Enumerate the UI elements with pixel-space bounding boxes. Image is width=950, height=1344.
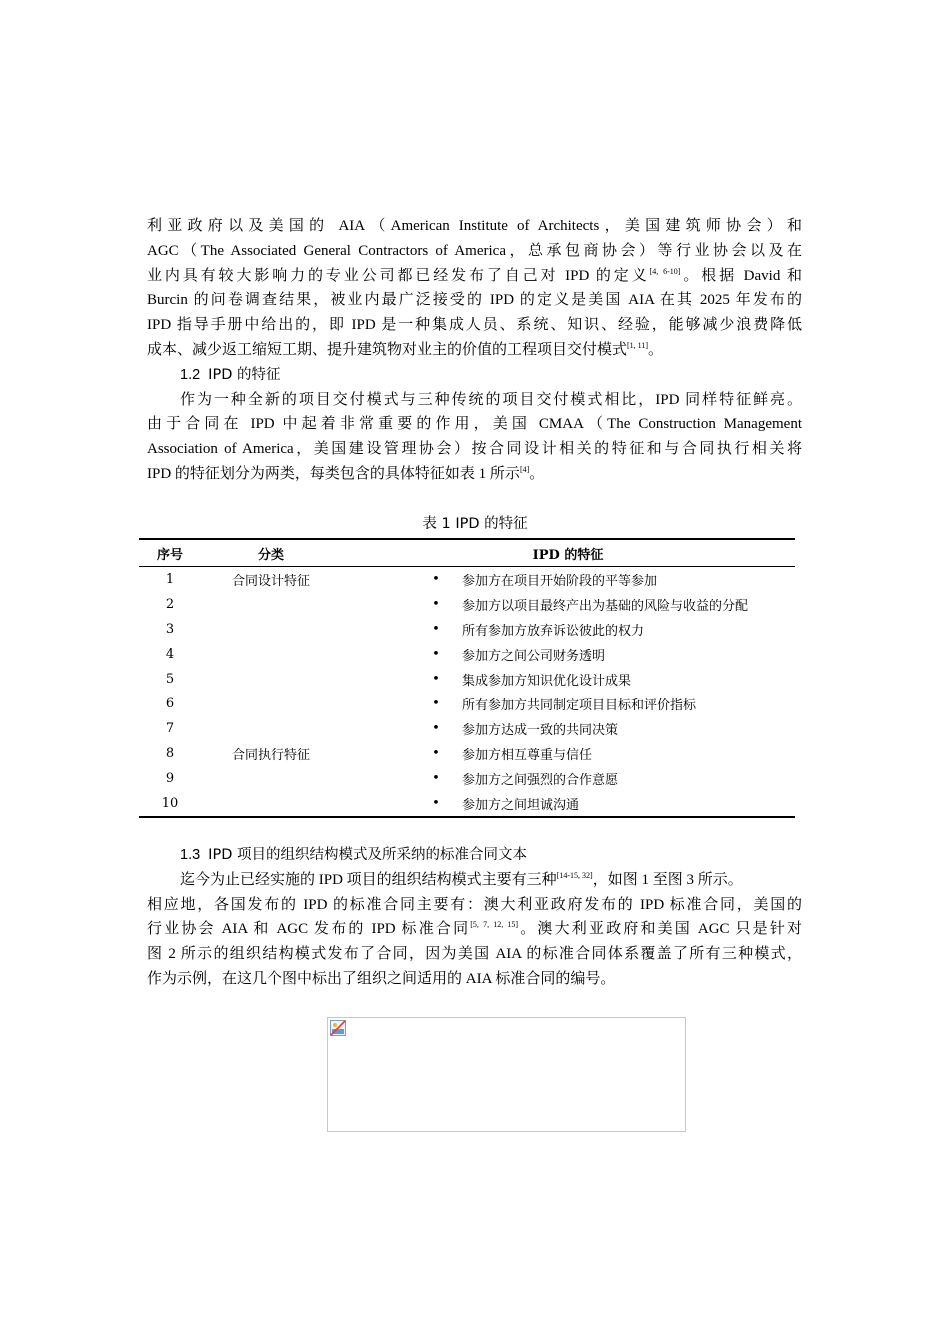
figure-placeholder: [327, 1017, 686, 1132]
intro-line-6: [147, 338, 802, 363]
table-row: [139, 667, 795, 692]
row-bullet: [341, 567, 446, 592]
sec13-line-3: [147, 917, 802, 942]
row-number: 5: [165, 671, 175, 687]
bullet-icon: •: [432, 596, 440, 612]
row-category: [201, 691, 341, 716]
table-caption: 表 1 IPD 的特征: [422, 516, 528, 532]
broken-image-icon: [330, 1020, 346, 1036]
sec13-line-3-text: 行业协会 AIA 和 AGC 发布的 IPD 标准合同: [147, 921, 471, 938]
intro-line-6-tail: 。: [648, 341, 664, 358]
row-number: 1: [165, 571, 175, 587]
row-category: [201, 642, 341, 667]
section-number: 1.2: [180, 366, 201, 383]
sec12-line-4: [147, 462, 802, 487]
row-bullet: [341, 667, 446, 692]
table-row: [139, 716, 795, 741]
sec13-line-4: 图 2 所示的组织结构模式发布了合同，因为美国 AIA 的标准合同体系覆盖了所有三种模式，: [147, 946, 802, 963]
row-category: [201, 766, 341, 791]
citation: [1, 11]: [627, 340, 649, 350]
table-row: [139, 617, 795, 642]
intro-line-3-tail: 。根据 David 和: [680, 267, 802, 284]
row-bullet: [341, 691, 446, 716]
bullet-icon: •: [432, 671, 440, 687]
row-bullet: [341, 642, 446, 667]
row-feature: 所有参加方共同制定项目目标和评价指标: [462, 698, 697, 714]
row-feature: 参加方相互尊重与信任: [462, 748, 593, 764]
row-feature: 参加方达成一致的共同决策: [462, 723, 619, 739]
row-category: [201, 791, 341, 817]
intro-line-1: 利亚政府以及美国的 AIA（American Institute of Architects，美国建筑师协会）和: [147, 218, 802, 234]
header-feature: IPD 的特征: [341, 539, 795, 567]
header-category: 分类: [201, 539, 341, 567]
bullet-icon: •: [432, 721, 440, 737]
row-bullet: [341, 766, 446, 791]
row-category: [201, 592, 341, 617]
sec12-line-4-text: IPD 的特征划分为两类，每类包含的具体特征如表 1 所示: [147, 465, 520, 482]
sec13-line-1-text: 迄今为止已经实施的 IPD 项目的组织结构模式主要有三种: [180, 871, 557, 888]
sec13-line-5: 作为示例，在这几个图中标出了组织之间适用的 AIA 标准合同的编号。: [147, 970, 616, 987]
intro-line-5: IPD 指导手册中给出的，即 IPD 是一种集成人员、系统、知识、经验，能够减少浪费降低: [147, 317, 802, 334]
row-bullet: [341, 791, 446, 817]
sec12-line-1: 作为一种全新的项目交付模式与三种传统的项目交付模式相比，IPD 同样特征鲜亮。: [180, 391, 802, 408]
intro-line-4: Burcin 的问卷调查结果，被业内最广泛接受的 IPD 的定义是美国 AIA 在其 2025 年发布的: [147, 292, 802, 309]
table-header-row: [139, 539, 795, 567]
intro-line-6-text: 成本、减少返工缩短工期、提升建筑物对业主的价值的工程项目交付模式: [147, 341, 628, 358]
row-feature: 所有参加方放弃诉讼彼此的权力: [462, 623, 645, 639]
section-number: 1.3: [180, 847, 201, 863]
row-category: 合同设计特征: [231, 573, 310, 589]
citation: [5, 7, 12, 15]: [470, 920, 519, 930]
row-number: 2: [165, 596, 175, 612]
bullet-icon: •: [432, 646, 440, 662]
row-bullet: [341, 617, 446, 642]
table-row: [139, 766, 795, 791]
section-1-3: [147, 843, 802, 992]
citation: [4]: [519, 464, 530, 474]
ipd-features-table: [139, 538, 795, 818]
bullet-icon: •: [432, 696, 440, 712]
row-category: [201, 667, 341, 692]
header-number: 序号: [139, 539, 201, 567]
row-feature: 集成参加方知识优化设计成果: [462, 673, 632, 689]
table-row: [139, 642, 795, 667]
row-feature: 参加方之间坦诚沟通: [446, 791, 795, 817]
row-bullet: [341, 741, 446, 766]
bullet-icon: •: [432, 621, 440, 637]
row-number: 6: [165, 696, 175, 712]
bullet-icon: •: [432, 795, 440, 811]
section-heading-1-2: [147, 363, 802, 388]
sec13-line-2: 相应地，各国发布的 IPD 的标准合同主要有：澳大利亚政府发布的 IPD 标准合同，美国的: [147, 896, 802, 913]
row-bullet: [341, 716, 446, 741]
row-number: 7: [165, 721, 175, 737]
row-feature: 参加方之间强烈的合作意愿: [462, 773, 619, 789]
section-title: IPD 项目的组织结构模式及所采纳的标准合同文本: [208, 847, 527, 863]
intro-line-3-text: 业内具有较大影响力的专业公司都已经发布了自己对 IPD 的定义: [147, 267, 650, 284]
row-number: 4: [165, 646, 175, 662]
sec13-line-1-tail: ，如图 1 至图 3 所示。: [592, 871, 743, 888]
citation: [4, 6-10]: [649, 266, 681, 276]
row-number: 10: [139, 791, 201, 817]
row-category: [201, 716, 341, 741]
bullet-icon: •: [432, 771, 440, 787]
sec12-line-4-tail: 。: [529, 465, 545, 482]
row-feature: 参加方在项目开始阶段的平等参加: [462, 573, 658, 589]
citation: [14-15, 32]: [556, 870, 593, 880]
intro-line-3: [147, 264, 802, 289]
table-row: [139, 567, 795, 592]
row-feature: 参加方以项目最终产出为基础的风险与收益的分配: [462, 598, 749, 614]
bullet-icon: •: [432, 571, 440, 587]
row-category: 合同执行特征: [231, 748, 310, 764]
intro-section: [147, 214, 802, 487]
row-bullet: [341, 592, 446, 617]
section-heading-1-3: [147, 843, 802, 868]
row-number: 9: [165, 771, 175, 787]
table-row: [139, 791, 795, 817]
table-row: [139, 592, 795, 617]
bullet-icon: •: [432, 746, 440, 762]
table-row: [139, 741, 795, 766]
row-number: 8: [165, 746, 175, 762]
row-feature: 参加方之间公司财务透明: [462, 648, 606, 664]
section-title: IPD 的特征: [208, 366, 281, 383]
row-number: 3: [165, 621, 175, 637]
sec12-line-3: Association of America，美国建设管理协会）按合同设计相关的特征和与合同执行相关将: [147, 441, 802, 458]
sec13-line-3-tail: 。澳大利亚政府和美国 AGC 只是针对: [518, 921, 802, 938]
intro-line-2: AGC（The Associated General Contractors of America，总承包商协会）等行业协会以及在: [147, 242, 802, 259]
table-row: [139, 691, 795, 716]
sec13-line-1: [147, 868, 802, 893]
row-category: [201, 617, 341, 642]
sec12-line-2: 由于合同在 IPD 中起着非常重要的作用，美国 CMAA（The Construction Management: [147, 416, 802, 433]
